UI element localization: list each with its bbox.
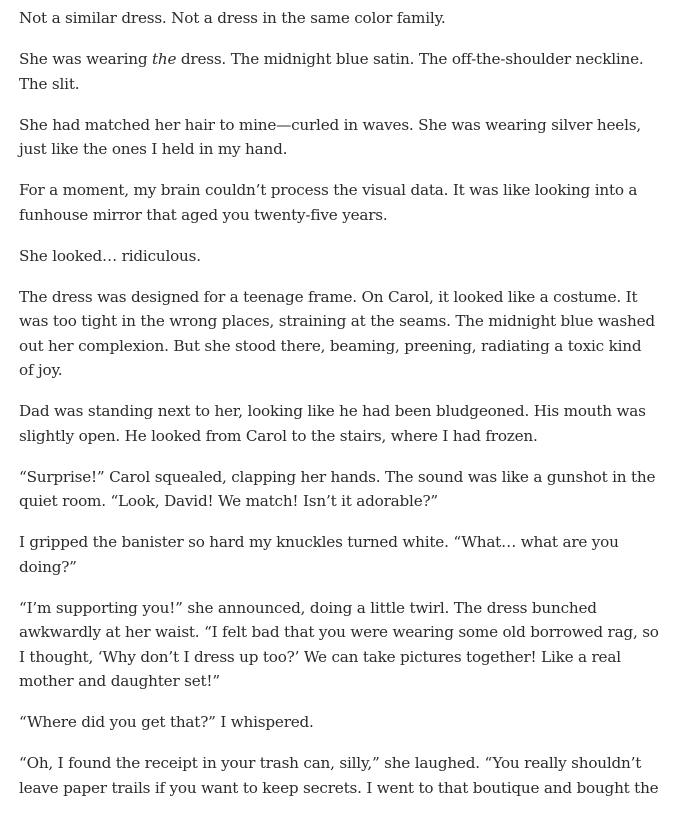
- paragraph: “Where did you get that?” I whispered.: [19, 713, 314, 731]
- paragraph: Dad was standing next to her, looking like he had been bludgeoned. His mouth was slightly open. He looked from Carol to the stairs, where I had frozen.: [19, 402, 646, 445]
- paragraph: I gripped the banister so hard my knuckles turned white. “What… what are you doing?”: [19, 533, 619, 576]
- paragraph: “Oh, I found the receipt in your trash can, silly,” she laughed. “You really shouldn’t leave paper trails if you want to keep secrets. I went to that boutique and bought the: [19, 754, 659, 797]
- paragraph: The dress was designed for a teenage frame. On Carol, it looked like a costume. It was too tight in the wrong places, straining at the seams. The midnight blue washed out her complexion. But she stood there, beaming, preening, radiating a toxic kind of joy.: [19, 287, 655, 379]
- article-body: [19, 6, 659, 817]
- paragraph: “I’m supporting you!” she announced, doing a little twirl. The dress bunched awkwardly at her waist. “I felt bad that you were wearing some old borrowed rag, so I thought, ‘Why don’t I dress up too?’ We can take pictures together! Like a real mother and daughter set!”: [19, 598, 659, 690]
- paragraph: She looked… ridiculous.: [19, 246, 201, 265]
- paragraph: She had matched her hair to mine—curled in waves. She was wearing silver heels, just like the ones I held in my hand.: [19, 115, 641, 158]
- paragraph: “Surprise!” Carol squealed, clapping her hands. The sound was like a gunshot in the quiet room. “Look, David! We match! Isn’t it adorable?”: [19, 467, 656, 510]
- paragraph: For a moment, my brain couldn’t process the visual data. It was like looking into a funhouse mirror that aged you twenty-five years.: [19, 181, 638, 224]
- emphasis-the: the: [151, 50, 177, 68]
- paragraph: She was wearing the dress. The midnight blue satin. The off-the-shoulder neckline. The slit.: [19, 50, 644, 93]
- paragraph: Not a similar dress. Not a dress in the same color family.: [19, 9, 446, 27]
